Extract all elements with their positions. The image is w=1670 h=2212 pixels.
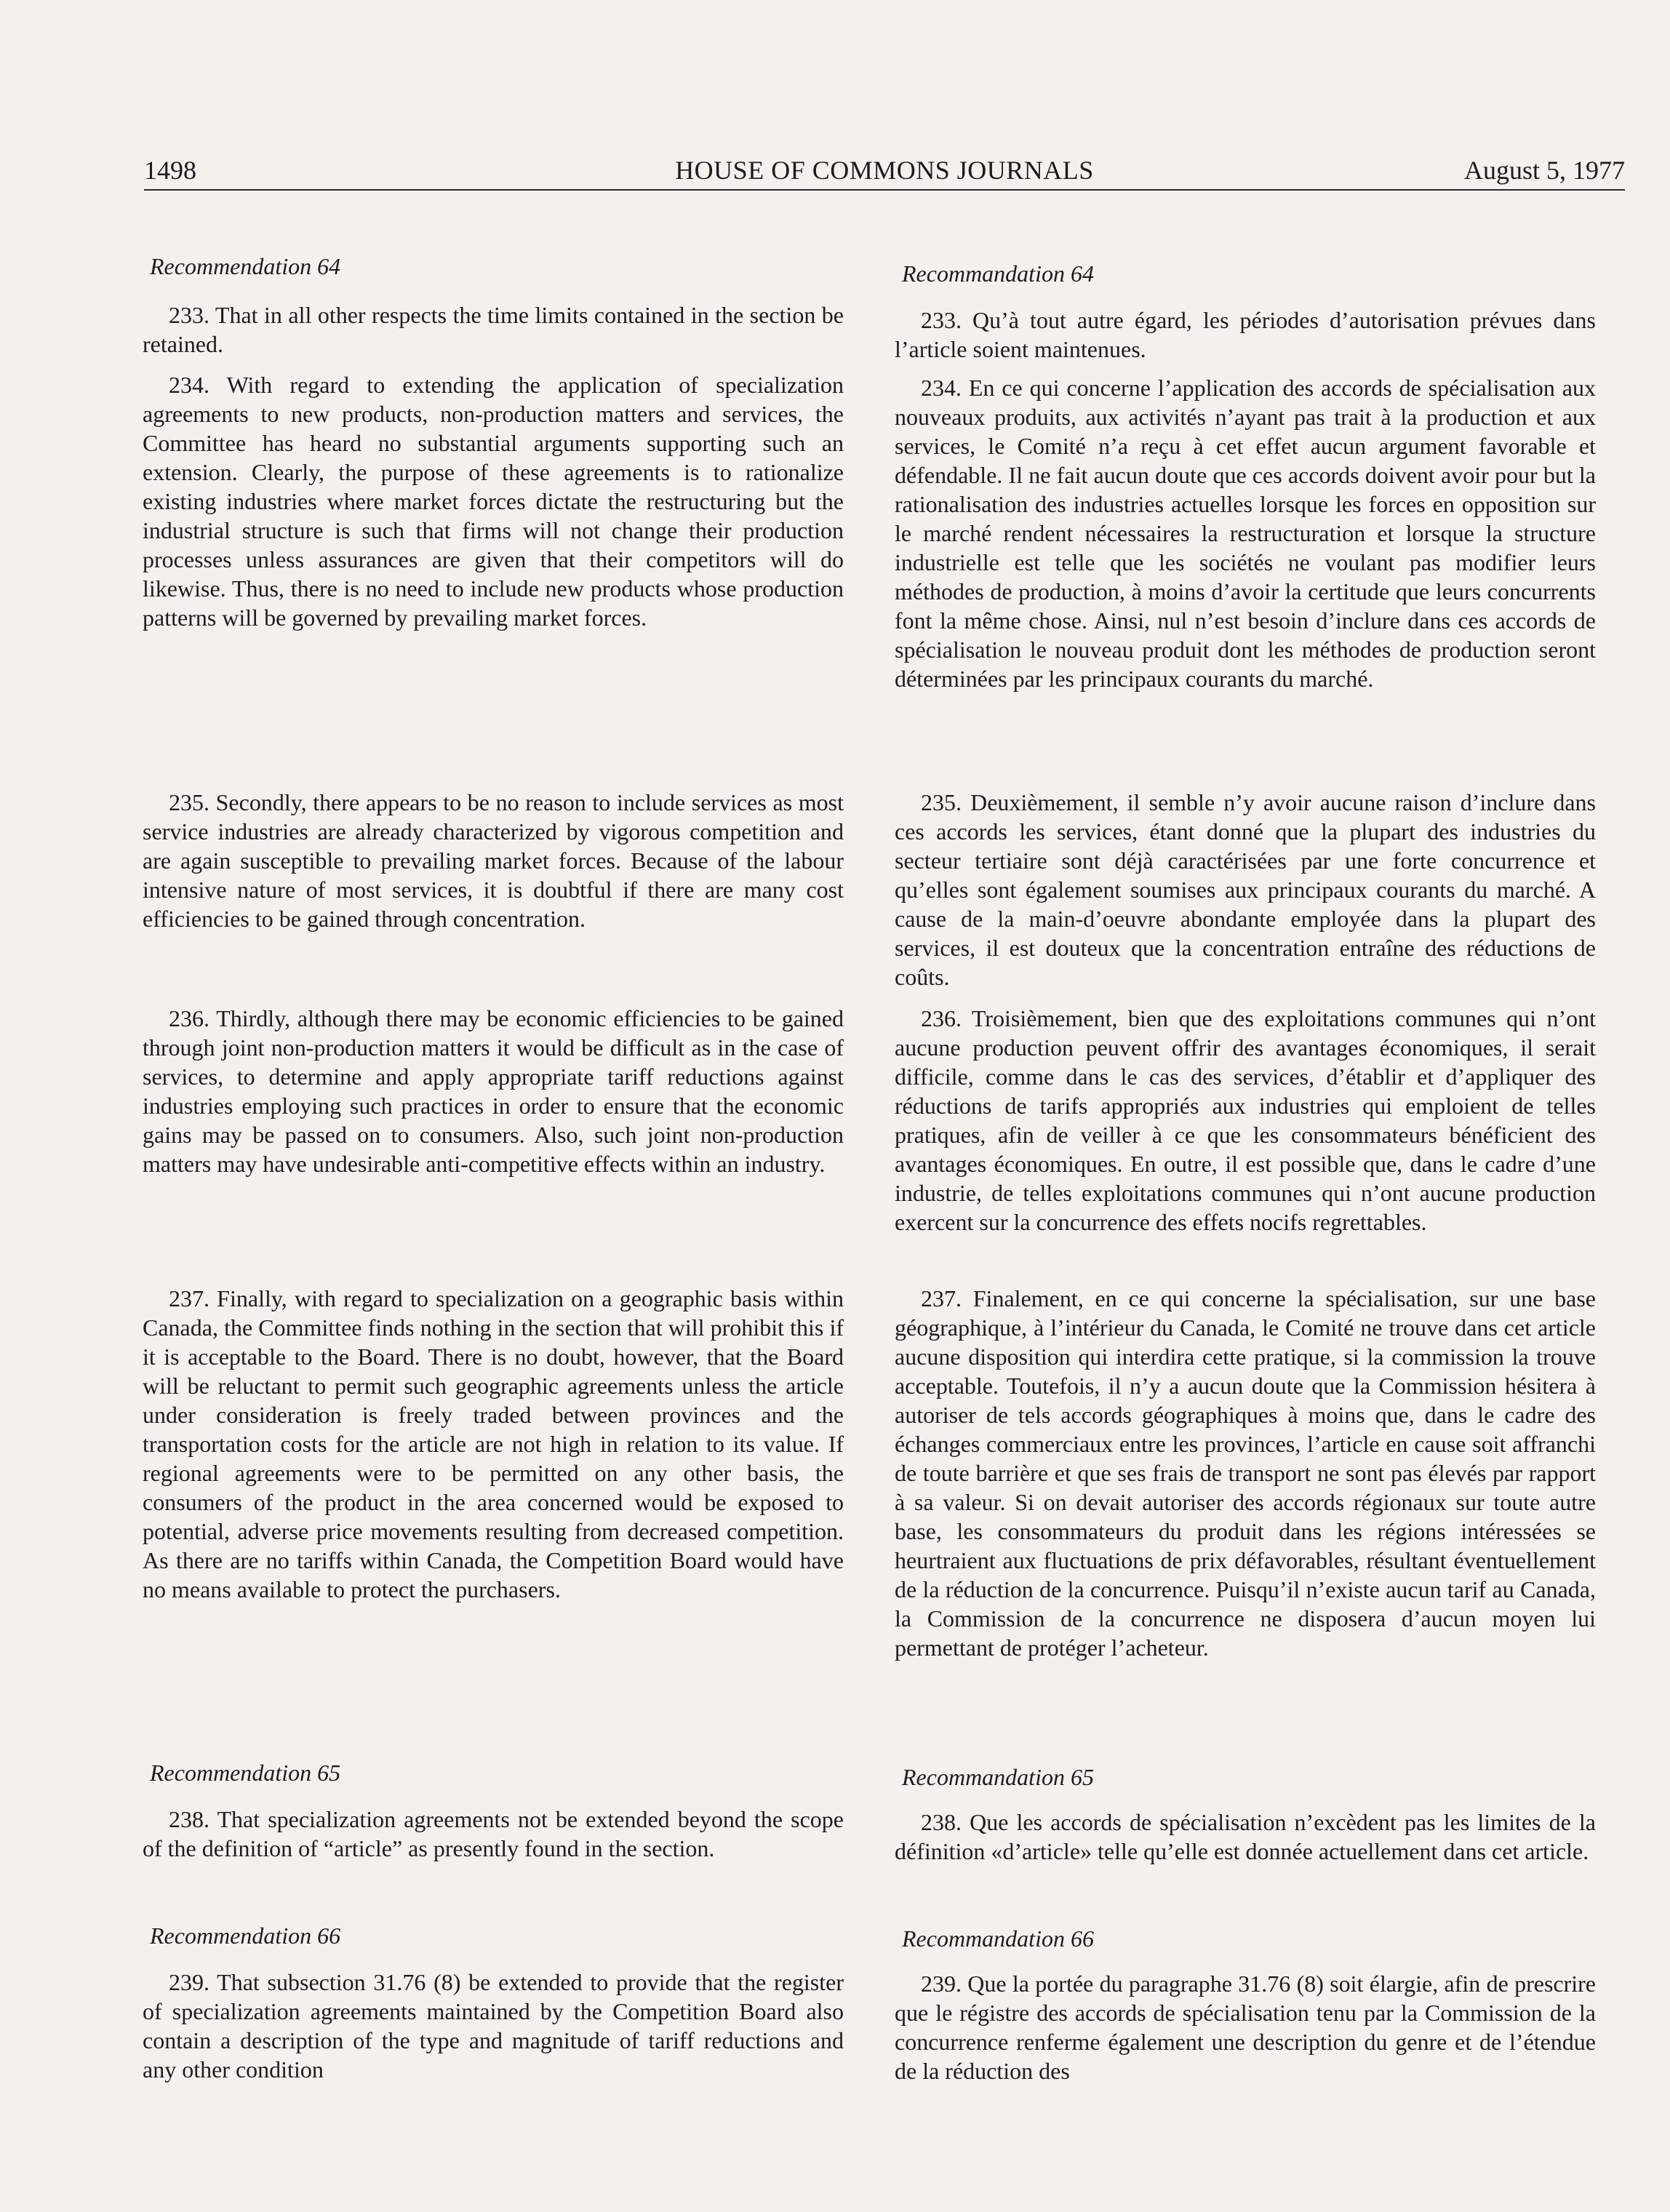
paragraph-239: 239. That subsection 31.76 (8) be extended to provide that the register of specialization agreements maintained by the Competition Board also contain a description of the type and magnitude of tariff reductions and any other condition: [143, 1969, 844, 2083]
paragraph-235: 235. Secondly, there appears to be no reason to include services as most service industries are already characterized by vigorous competition and are again susceptible to prevailing market forces. Because of the labour intensive nature of most services, it is doubtful if there are many cost efficiencies to be gained through concentration.: [143, 789, 844, 932]
paragraphe-233: 233. Qu’à tout autre égard, les périodes d’autorisation prévues dans l’article soient maintenues.: [895, 307, 1596, 362]
paragraphe-235: 235. Deuxièmement, il semble n’y avoir aucune raison d’inclure dans ces accords les services, étant donné que la plupart des industries du secteur tertiaire sont déjà caractérisées par une forte concurrence et qu’elles sont également soumises aux principaux courants du marché. A cause de la main-d’oeuvre abondante employée dans la plupart des services, il est douteux que la concentration entraîne des réductions de coûts.: [895, 789, 1596, 990]
paragraphe-236: 236. Troisièmement, bien que des exploitations communes qui n’ont aucune production peuvent offrir des avantages économiques, il serait difficile, comme dans le cas des services, d’établir et d’appliquer des réductions de tarifs appropriés aux industries qui emploient de telles pratiques, afin de veiller à ce que les consommateurs bénéficient des avantages économiques. En outre, il est possible que, dans le cadre d’une industrie, de telles exploitations communes qui n’ont aucune production exercent sur la concurrence des effets nocifs regrettables.: [895, 1005, 1596, 1235]
paragraph-233: 233. That in all other respects the time limits contained in the section be retained.: [143, 302, 844, 357]
page-header: [144, 151, 1625, 189]
paragraph-234: 234. With regard to extending the application of specialization agreements to new products, non-production matters and services, the Committee has heard no substantial arguments supporting such an extension. Clearly, the purpose of these agreements is to rationalize existing industries where market forces dictate the restructuring but the industrial structure is such that firms will not change their production processes unless assurances are given that their competitors will do likewise. Thus, there is no need to include new products whose production patterns will be governed by prevailing market forces.: [143, 372, 844, 631]
paragraph-237: 237. Finally, with regard to specialization on a geographic basis within Canada, the Committee finds nothing in the section that will prohibit this if it is acceptable to the Board. There is no doubt, however, that the Board will be reluctant to permit such geographic agreements unless the article under consideration is freely traded between provinces and the transportation costs for the article are not high in relation to its value. If regional agreements were to be permitted on any other basis, the consumers of the product in the area concerned would be exposed to potential, adverse price movements resulting from decreased competition. As there are no tariffs within Canada, the Competition Board would have no means available to protect the purchasers.: [143, 1285, 844, 1602]
header-rule: [144, 189, 1625, 191]
recommandation-65-heading: Recommandation 65: [902, 1764, 1094, 1790]
paragraph-238: 238. That specialization agreements not be extended beyond the scope of the definition of “article” as presently found in the section.: [143, 1806, 844, 1861]
paragraph-236: 236. Thirdly, although there may be economic efficiencies to be gained through joint non-production matters it would be difficult as in the case of services, to determine and apply appropriate tariff reductions against industries employing such practices in order to ensure that the economic gains may be passed on to consumers. Also, such joint non-production matters may have undesirable anti-competitive effects within an industry.: [143, 1005, 844, 1177]
journal-title: HOUSE OF COMMONS JOURNALS: [675, 156, 1094, 185]
paragraphe-237: 237. Finalement, en ce qui concerne la spécialisation, sur une base géographique, à l’intérieur du Canada, le Comité ne trouve dans cet article aucune disposition qui interdira cette pratique, si la commission la trouve acceptable. Toutefois, il n’y a aucun doute que la Commission hésitera à autoriser de tels accords géographiques à moins que, dans le cadre des échanges commerciaux entre les provinces, l’article en cause soit affranchi de toute barrière et que ses frais de transport ne sont pas élevés par rapport à sa valeur. Si on devait autoriser des accords régionaux sur toute autre base, les consommateurs du produit dans les régions intéressées se heurtraient aux fluctuations de prix défavorables, résultant éventuellement de la réduction de la concurrence. Puisqu’il n’existe aucun tarif au Canada, la Commission de la concurrence ne disposera d’aucun moyen lui permettant de protéger l’acheteur.: [895, 1285, 1596, 1661]
recommandation-64-heading: Recommandation 64: [902, 260, 1094, 287]
recommandation-66-heading: Recommandation 66: [902, 1925, 1094, 1952]
recommendation-65-heading: Recommendation 65: [150, 1760, 341, 1786]
paragraphe-239: 239. Que la portée du paragraphe 31.76 (8) soit élargie, afin de prescrire que le régistre des accords de spécialisation tenu par la Commission de la concurrence renferme également une description du genre et de l’étendue de la réduction des: [895, 1971, 1596, 2084]
journal-date: August 5, 1977: [1463, 156, 1625, 185]
recommendation-64-heading: Recommendation 64: [150, 253, 341, 279]
paragraphe-238: 238. Que les accords de spécialisation n’excèdent pas les limites de la définition «d’article» telle qu’elle est donnée actuellement dans cet article.: [895, 1809, 1596, 1864]
paragraphe-234: 234. En ce qui concerne l’application des accords de spécialisation aux nouveaux produits, aux activités n’ayant pas trait à la production et aux services, le Comité n’a reçu à cet effet aucun argument favorable et défendable. Il ne fait aucun doute que ces accords doivent avoir pour but la rationalisation des industries actuelles lorsque les forces en opposition sur le marché rendent nécessaires la restructuration et lorsque la structure industrielle est telle que les sociétés ne voulant pas modifier leurs méthodes de production, à moins d’avoir la certitude que leurs concurrents font la même chose. Ainsi, nul n’est besoin d’inclure dans ces accords de spécialisation le nouveau produit dont les méthodes de production seront déterminées par les principaux courants du marché.: [895, 375, 1596, 692]
recommendation-66-heading: Recommendation 66: [150, 1922, 341, 1949]
page-number: 1498: [144, 156, 196, 185]
